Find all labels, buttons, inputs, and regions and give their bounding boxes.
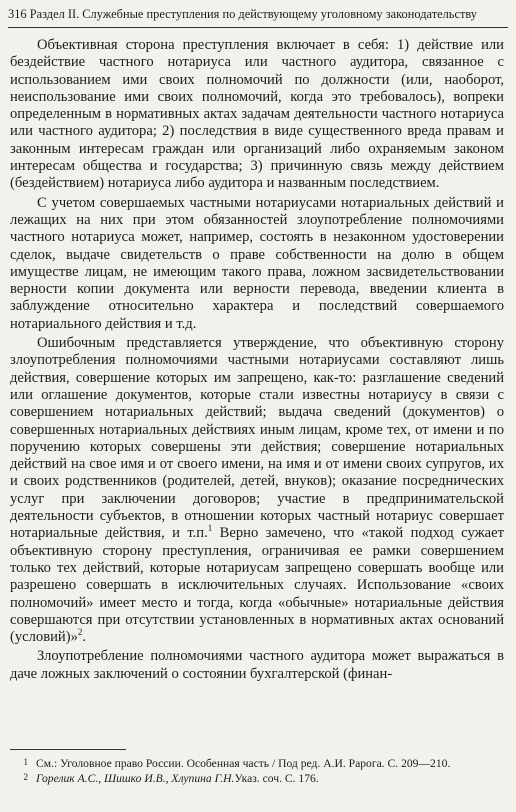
footnote-ref-2: 2 [77,627,83,638]
footnotes [10,756,504,786]
paragraph-3-part-1: Ошибочным представляется утверждение, что объективную сторону злоупотребления полномочиями частными нотариусами составляют лишь действия, совершение которых им запрещено, как-то: разглашение сведений или оглашение документов, которые стали известны нотариусу в связи с совершением нотариальных действий; выдача сведений (документов) о совершенных нотариальных действиях иным лицам, кроме тех, от имени и по поручению которых совершены эти действия; совершение нотариальных действий на свое имя и от своего имени, на имя и от имени своих супругов, их и своих родственников (родителей, детей, внуков); оказание посреднических услуг при заключении договоров; участие в предпринимательской деятельности субъектов, в отношении которых частный нотариус совершает нотариальные действия, и т.п. [10,335,504,542]
paragraph-1: Объективная сторона преступления включает в себя: 1) действие или бездействие частного нотариуса или частного аудитора, связанное с использованием ими своих полномочий по должности (или, наоборот, неиспользование ими своих полномочий, когда это требовалось), вопреки определенным в нормативных актах задачам деятельности частного нотариуса или частного аудитора; 2) последствия в виде существенного вреда правам и законным интересам граждан или организаций либо охраняемым законом интересам общества и государства; 3) причинную связь между действием (бездействием) нотариуса либо аудитора и названным последствием. [10,37,504,192]
header-divider [8,27,508,28]
footnote-2 [10,771,504,786]
footnote-text: Указ. соч. С. 176. [234,772,319,785]
running-header [8,6,508,22]
footnote-text: См.: Уголовное право России. Особенная часть / Под ред. А.И. Рарога. С. 209—210. [36,757,451,770]
footnote-number: 1 [23,757,28,767]
running-title: Раздел II. Служебные преступления по действующему уголовному законодательству [29,7,477,21]
paragraph-3-part-2: Верно замечено, что «такой подход сужает объективную сторону преступления, ограничивая ее рамки совершением только тех действий, которые нотариусам запрещено совершать вообще или разрешено совершать в исключительных случаях. Использование «своих полномочий» имеет место и тогда, когда «обычные» нотариальные действия совершаются при отсутствии установленных в нормативных актах оснований (условий)» [10,525,504,646]
page-number: 316 [8,7,27,21]
paragraph-2: С учетом совершаемых частными нотариусами нотариальных действий и лежащих на них при этом обязанностей злоупотребление полномочиями частного нотариуса может, например, состоять в незаконном удостоверении сделок, выдаче свидетельств о праве собственности на долю в общем имуществе лицам, не имеющим такого права, ложном засвидетельствовании верности копии документа или верности перевода, введении клиента в заблуждение относительно характера и последствий совершаемого нотариального действия и т.д. [10,194,504,332]
footnote-number: 2 [23,772,28,782]
footnote-divider [10,749,126,750]
footnote-authors: Горелик А.С., Шишко И.В., Хлупина Г.Н. [36,772,235,785]
footnote-1 [10,756,504,771]
footnote-ref-1: 1 [207,523,213,534]
paragraph-3-end: . [82,629,87,646]
paragraph-3 [10,335,504,646]
paragraph-4: Злоупотребление полномочиями частного аудитора может выражаться в даче ложных заключений о состоянии бухгалтерской (финан- [10,648,504,682]
main-text [10,37,504,685]
